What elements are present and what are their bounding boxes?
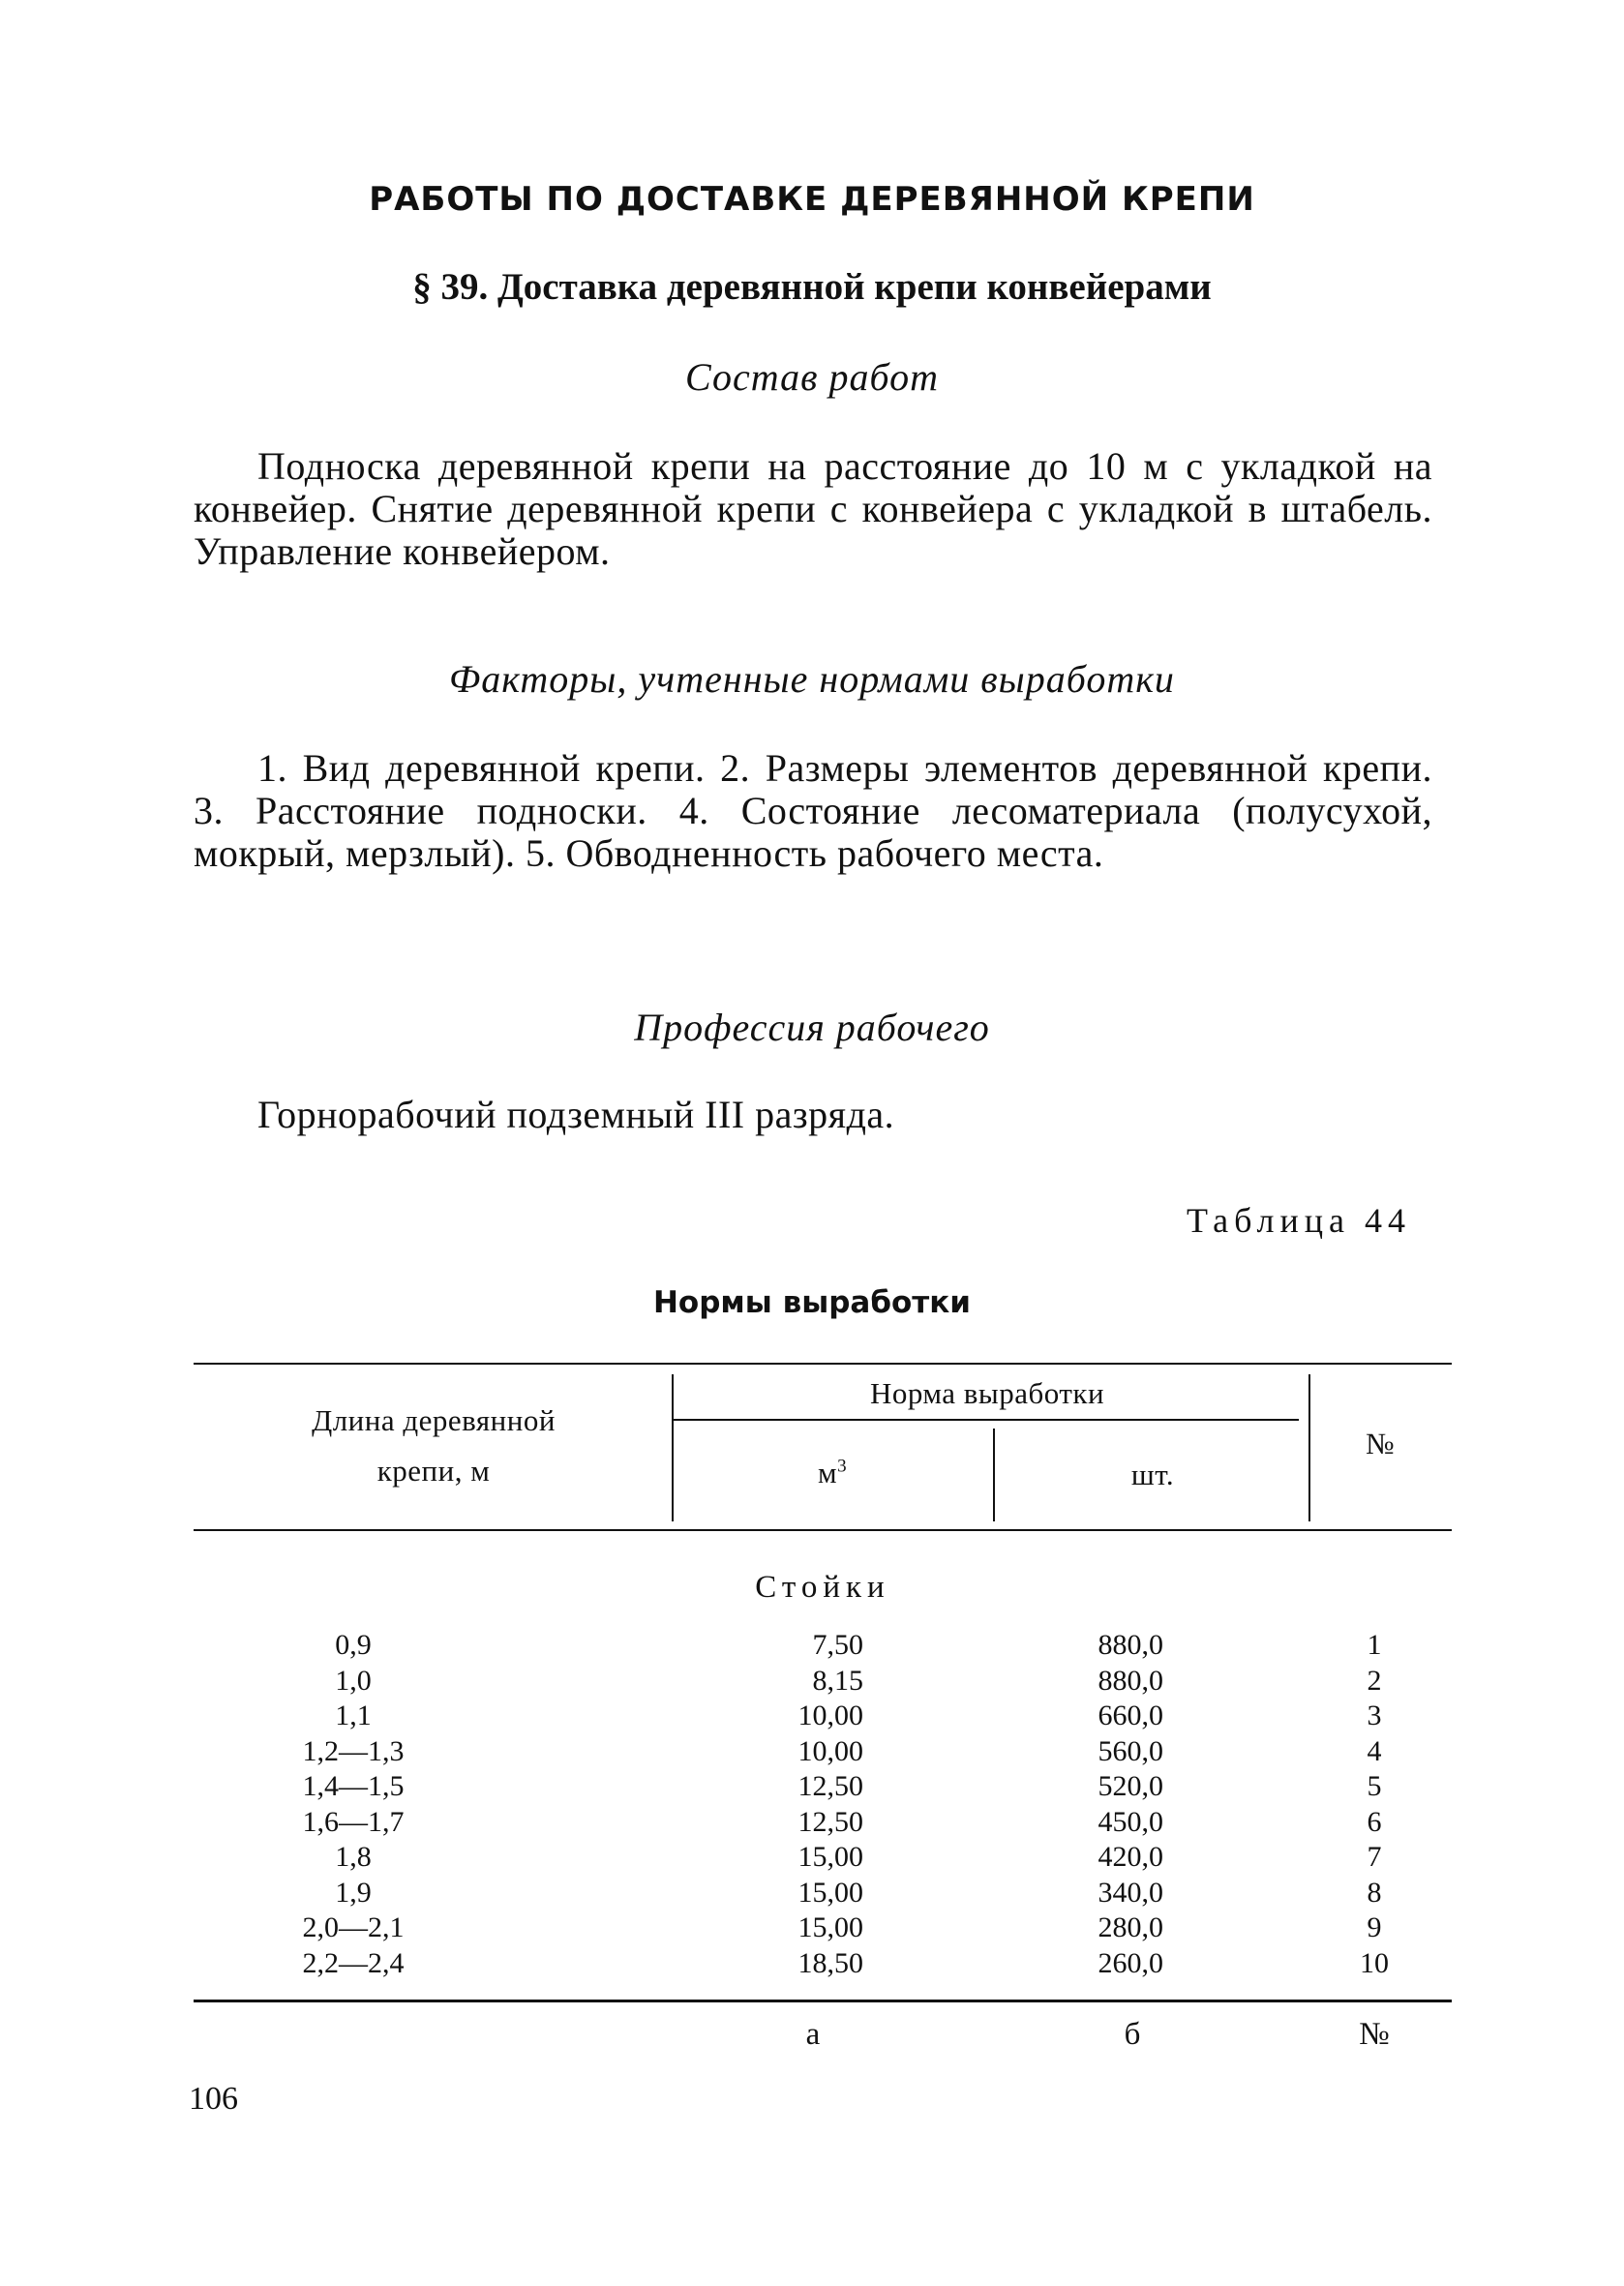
table-cell: 10: [1360, 1946, 1389, 1979]
group-label: Стойки: [755, 1570, 890, 1605]
table-cell: 880,0: [1098, 1629, 1163, 1661]
header-divider-2: [993, 1429, 995, 1521]
table-cell: 340,0: [1098, 1876, 1163, 1909]
table-cell: 1,0: [335, 1664, 372, 1697]
composition-text: Подноска деревянной крепи на расстояние до 10 м с укладкой на конвейер. Снятие деревянной крепи с конвейера с укладкой в штабель. Управление конвейером.: [194, 444, 1432, 573]
table-top-rule: [194, 1363, 1452, 1365]
table-cell: 15,00: [797, 1841, 863, 1873]
table-cell: 1,2—1,3: [302, 1734, 405, 1767]
table-cell: 18,50: [797, 1946, 863, 1979]
table-cell: 2,2—2,4: [302, 1946, 405, 1979]
page-number: 106: [189, 2081, 238, 2117]
col-length-header-line1: Длина деревянной: [312, 1403, 556, 1437]
table-cell: 660,0: [1098, 1699, 1163, 1731]
table-cell: 520,0: [1098, 1770, 1163, 1802]
table-cell: 15,00: [797, 1876, 863, 1909]
table-cell: 1,1: [335, 1699, 372, 1731]
no-column: [1336, 1628, 1413, 1981]
header-bottom-rule: [194, 1529, 1452, 1531]
paragraph-title: § 39. Доставка деревянной крепи конвейерами: [412, 266, 1212, 308]
table-cell: 5: [1367, 1770, 1382, 1802]
footer-col-b: б: [1124, 2017, 1141, 2052]
col-m3-header: $м^3$: [817, 1456, 848, 1489]
table-cell: 10,00: [797, 1734, 863, 1767]
table-cell: 1: [1367, 1629, 1382, 1661]
table-cell: 7,50: [812, 1629, 863, 1661]
section-title: РАБОТЫ ПО ДОСТАВКЕ ДЕРЕВЯННОЙ КРЕПИ: [369, 180, 1255, 219]
table-cell: 420,0: [1098, 1841, 1163, 1873]
col-pcs-header: шт.: [1130, 1458, 1175, 1491]
col-no-header: №: [1365, 1427, 1396, 1460]
table-cell: 8: [1367, 1876, 1382, 1909]
col-length-header-line2: крепи, м: [376, 1454, 491, 1488]
table-cell: 1,4—1,5: [302, 1770, 405, 1802]
col-norm-header: Норма выработки: [869, 1376, 1105, 1410]
table-cell: 2: [1367, 1664, 1382, 1697]
header-divider-3: [1308, 1374, 1310, 1521]
table-cell: 9: [1367, 1911, 1382, 1943]
table-cell: 1,9: [335, 1876, 372, 1909]
table-cell: 15,00: [797, 1911, 863, 1943]
factors-heading: Факторы, учтенные нормами выработки: [449, 657, 1175, 701]
composition-heading: Состав работ: [685, 355, 939, 399]
footer-col-no: №: [1359, 2017, 1390, 2052]
table-cell: 6: [1367, 1805, 1382, 1838]
table-cell: 880,0: [1098, 1664, 1163, 1697]
table-cell: 4: [1367, 1734, 1382, 1767]
table-cell: 7: [1367, 1841, 1382, 1873]
table-cell: 1,8: [335, 1841, 372, 1873]
table-cell: 12,50: [797, 1770, 863, 1802]
table-label: Таблица 44: [1187, 1201, 1411, 1240]
table-cell: 260,0: [1098, 1946, 1163, 1979]
table-cell: 12,50: [797, 1805, 863, 1838]
profession-heading: Профессия рабочего: [634, 1006, 990, 1049]
factors-text: 1. Вид деревянной крепи. 2. Размеры элементов деревянной крепи. 3. Расстояние подноски. 4. Состояние лесоматериала (полусухой, мокрый, мерзлый). 5. Обводненность рабочего места.: [194, 746, 1432, 875]
table-cell: 8,15: [812, 1664, 863, 1697]
table-title: Нормы выработки: [652, 1285, 972, 1320]
table-cell: 3: [1367, 1699, 1382, 1731]
table-bottom-rule: [194, 2000, 1452, 2002]
footer-col-a: а: [805, 2017, 821, 2052]
table-cell: 0,9: [335, 1629, 372, 1661]
table-cell: 280,0: [1098, 1911, 1163, 1943]
pcs-column: [1016, 1628, 1163, 1981]
header-divider-1: [672, 1374, 674, 1521]
table-cell: 1,6—1,7: [302, 1805, 405, 1838]
table-cell: 2,0—2,1: [302, 1911, 405, 1943]
profession-text: Горнорабочий подземный III разряда.: [257, 1093, 895, 1136]
table-cell: 560,0: [1098, 1734, 1163, 1767]
length-column: [242, 1628, 465, 1981]
norm-subrule: [674, 1419, 1299, 1421]
table-cell: 10,00: [797, 1699, 863, 1731]
m3-column: [697, 1628, 863, 1981]
table-cell: 450,0: [1098, 1805, 1163, 1838]
